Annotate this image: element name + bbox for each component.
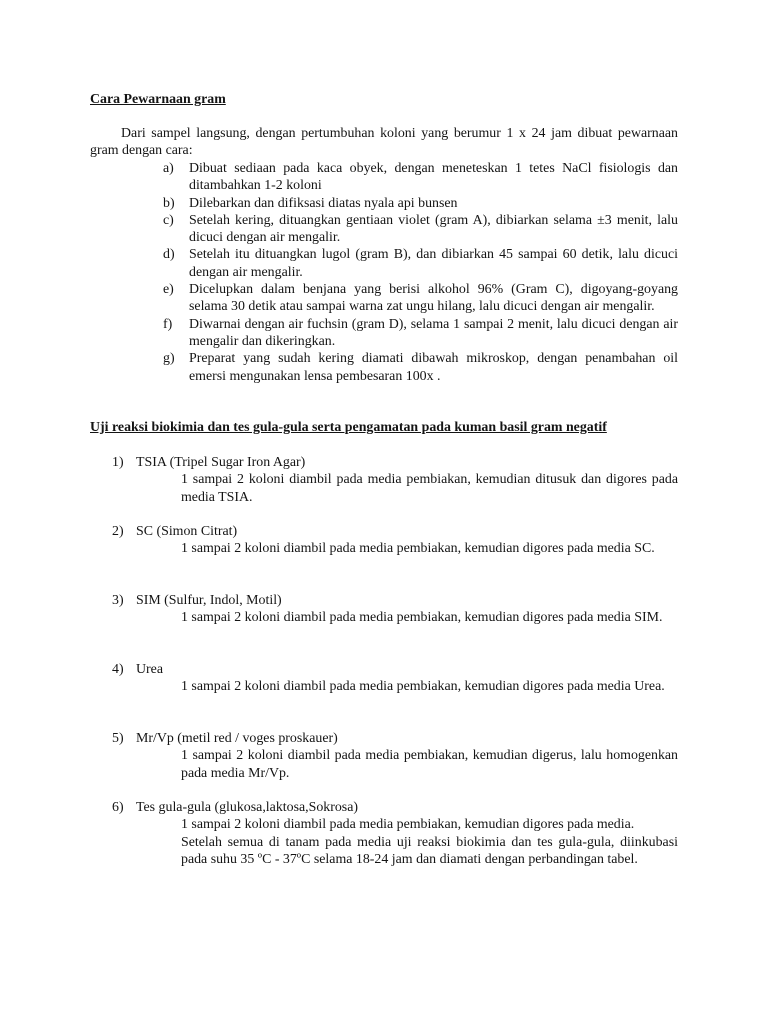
test-description: 1 sampai 2 koloni diambil pada media pembiakan, kemudian digores pada media. xyxy=(181,817,635,833)
gram-staining-steps xyxy=(163,160,678,385)
test-item-mrvp xyxy=(112,730,678,782)
step-marker: g) xyxy=(163,351,175,367)
step-item xyxy=(163,160,678,195)
test-name: SIM (Sulfur, Indol, Motil) xyxy=(136,593,282,608)
test-marker: 5) xyxy=(112,731,124,746)
step-text: Setelah itu dituangkan lugol (gram B), dan dibiarkan 45 sampai 60 detik, lalu dicuci dengan air mengalir. xyxy=(189,247,678,280)
step-text: Setelah kering, dituangkan gentiaan violet (gram A), dibiarkan selama ±3 menit, lalu dicuci dengan air mengalir. xyxy=(189,212,678,246)
test-description: 1 sampai 2 koloni diambil pada media pembiakan, kemudian digores pada media SC. xyxy=(181,541,655,557)
section-title-biochemical-tests: Uji reaksi biokimia dan tes gula-gula serta pengamatan pada kuman basil gram negatif xyxy=(90,420,607,435)
step-item xyxy=(163,195,678,212)
step-marker: a) xyxy=(163,161,174,176)
step-text: Diwarnai dengan air fuchsin (gram D), selama 1 sampai 2 menit, lalu dicuci dengan air mengalir dan dikeringkan. xyxy=(189,316,678,349)
step-text: Preparat yang sudah kering diamati dibawah mikroskop, dengan penambahan oil emersi mengunakan lensa pembesaran 100x . xyxy=(189,351,678,384)
test-name: TSIA (Tripel Sugar Iron Agar) xyxy=(136,455,306,470)
step-marker: c) xyxy=(163,212,174,228)
step-item xyxy=(163,246,678,281)
test-marker: 4) xyxy=(112,662,124,677)
test-name: Urea xyxy=(136,662,163,677)
test-marker: 2) xyxy=(112,524,124,539)
step-item xyxy=(163,316,678,351)
step-text: Dilebarkan dan difiksasi diatas nyala api bunsen xyxy=(189,195,458,211)
test-item-sc xyxy=(112,523,678,558)
test-description: 1 sampai 2 koloni diambil pada media pembiakan, kemudian digores pada media SIM. xyxy=(181,610,663,626)
test-description: 1 sampai 2 koloni diambil pada media pembiakan, kemudian digores pada media Urea. xyxy=(181,679,665,695)
test-name: Tes gula-gula (glukosa,laktosa,Sokrosa) xyxy=(136,800,358,815)
step-item xyxy=(163,350,678,385)
test-name: SC (Simon Citrat) xyxy=(136,524,238,539)
step-marker: e) xyxy=(163,282,174,298)
test-description: 1 sampai 2 koloni diambil pada media pembiakan, kemudian digerus, lalu homogenkan pada media Mr/Vp. xyxy=(181,748,678,781)
test-name: Mr/Vp (metil red / voges proskauer) xyxy=(136,731,338,746)
test-item-sim xyxy=(112,592,678,627)
section-title-gram-staining: Cara Pewarnaan gram xyxy=(90,92,226,107)
test-item-tsia xyxy=(112,454,678,506)
test-description: 1 sampai 2 koloni diambil pada media pembiakan, kemudian ditusuk dan digores pada media TSIA. xyxy=(181,472,678,505)
step-marker: d) xyxy=(163,247,175,263)
step-item xyxy=(163,281,678,316)
test-item-sugar xyxy=(112,799,678,868)
step-marker: b) xyxy=(163,195,175,211)
step-text: Dibuat sediaan pada kaca obyek, dengan meneteskan 1 tetes NaCl fisiologis dan ditambahkan 1-2 koloni xyxy=(189,161,678,194)
test-marker: 6) xyxy=(112,800,124,815)
test-marker: 3) xyxy=(112,593,124,608)
step-marker: f) xyxy=(163,316,173,332)
step-text: Dicelupkan dalam benjana yang berisi alkohol 96% (Gram C), digoyang-goyang selama 30 detik atau sampai warna zat ungu hilang, lalu dicuci dengan air mengalir. xyxy=(189,282,678,315)
step-item xyxy=(163,212,678,247)
test-description-incubation: Setelah semua di tanam pada media uji reaksi biokimia dan tes gula-gula, diinkubasi pada suhu 35 ºC - 37ºC selama 18-24 jam dan diamati dengan perbandingan tabel. xyxy=(181,834,678,867)
test-item-urea xyxy=(112,661,678,696)
test-marker: 1) xyxy=(112,455,124,470)
intro-paragraph: Dari sampel langsung, dengan pertumbuhan koloni yang berumur 1 x 24 jam dibuat pewarnaan gram dengan cara: xyxy=(90,126,678,159)
